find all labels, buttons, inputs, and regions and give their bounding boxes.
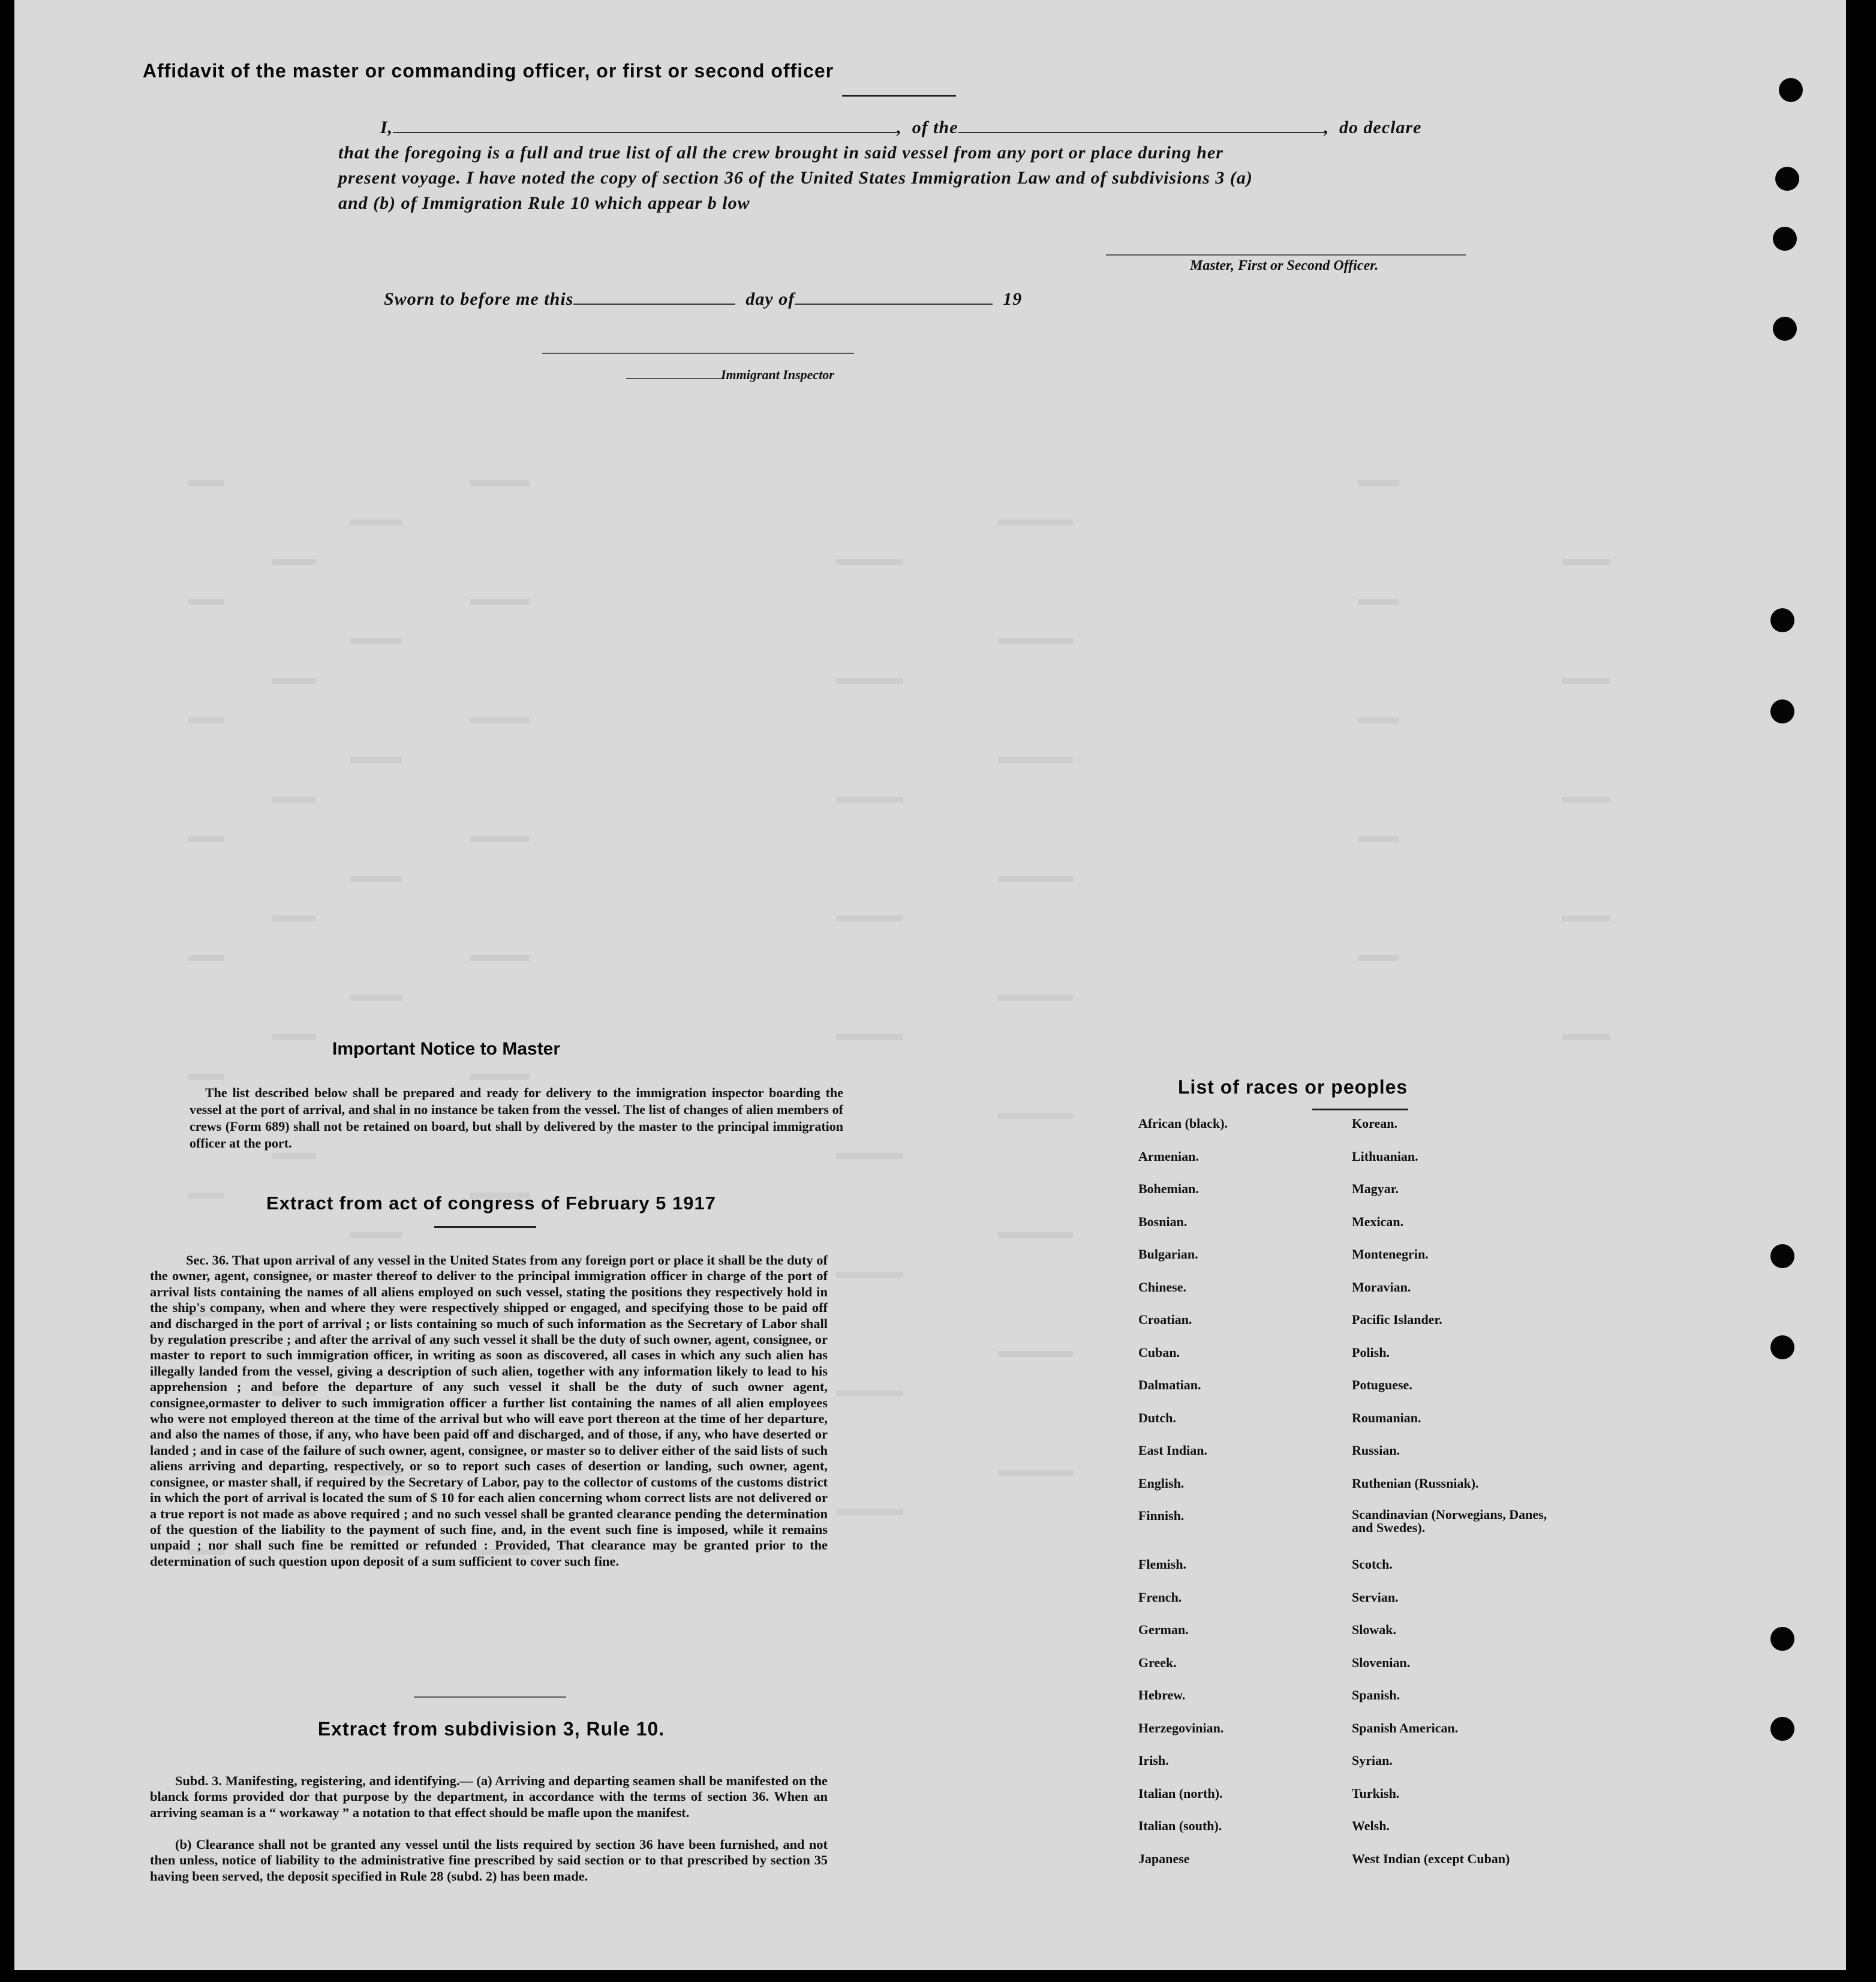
bleed-through-mark [836,1509,903,1515]
bleed-through-mark [272,559,316,565]
race-item: Pacific Islander. [1352,1312,1442,1327]
race-item: Italian (north). [1138,1785,1223,1801]
race-item: Polish. [1352,1344,1390,1360]
race-item: Montenegrin. [1352,1247,1429,1262]
race-item: Korean. [1352,1116,1397,1131]
year-prefix: 19 [1003,289,1023,309]
punch-hole [1770,1244,1794,1268]
bleed-through-mark [998,1470,1073,1476]
bleed-through-mark [350,876,402,882]
day-of-label: day of [745,289,795,309]
bleed-through-mark [836,1272,903,1278]
punch-hole [1770,608,1794,632]
bleed-through-mark [836,559,903,565]
bleed-through-mark [998,876,1073,882]
race-item: Chinese. [1138,1279,1187,1295]
race-item: Bulgarian. [1138,1247,1198,1262]
punch-hole [1770,1717,1794,1741]
bleed-through-mark [1358,955,1399,961]
race-item: Cuban. [1138,1344,1180,1360]
bleed-through-mark [1358,836,1399,842]
punch-hole [1773,317,1797,341]
race-item: Finnish. [1138,1508,1184,1523]
sworn-day-blank[interactable] [573,304,735,305]
race-item: Armenian. [1138,1148,1199,1164]
bleed-through-mark [836,1391,903,1397]
affidavit-line-4: and (b) of Immigration Rule 10 which appear b low [338,193,750,213]
bleed-through-mark [1562,915,1610,921]
inspector-signature-line-upper[interactable] [542,353,854,354]
races-heading: List of races or peoples [1178,1076,1408,1098]
inspector-caption: Immigrant Inspector [721,367,834,382]
race-item: Mexican. [1352,1214,1404,1229]
master-signature-line[interactable] [1106,254,1466,256]
race-item: German. [1138,1622,1189,1637]
race-item: African (black). [1138,1116,1228,1131]
bleed-through-mark [998,638,1073,644]
extract-act-text: Sec. 36. That upon arrival of any vessel in the United States from any foreign port or place it shall be the duty of the owner, agent, consignee, or master thereof to deliver to the principal immigration officer in charge of the port of arrival lists containing the names of all aliens employed on such vessel, stating the positions they respectively hold in the ship's company, when and where they were respectively shipped or engaged, and specifying those to be paid off and discharged in the port of arrival ; or lists containing so much of such information as the Secretary of Labor shall by regulation prescribe ; and after the arrival of any such vessel it shall be the duty of such owner, agent, consignee, or master to report to such immigration officer, in writing as soon as discovered, all cases in which any such alien has illegally landed from the vessel, giving a description of such alien, together with any information likely to lead to his apprehension ; and before the departure of any such vessel it shall be the duty of such owner agent, consignee,ormaster to deliver to such immigration officer a further list containing the names of all alien employees who were not employed thereon at the time of the arrival but who will eave port thereon at the time of her departure, and also the names of those, if any, who have been paid off and discharged, and of those, if any, who have deserted or landed ; and in case of the failure of such owner, agent, consignee, or master so to deliver either of the said lists of such aliens arriving and departing, respectively, or so to report such cases of desertion or landing, such owner, agent, consignee, or master shall, if required by the Secretary of Labor, pay to the collector of customs of the customs district in which the port of arrival is located the sum of $ 10 for each alien concerning whom correct lists are not delivered or a true report is not made as above required ; and no such vessel shall be granted clearance pending the determination of the question of the liability to the payment of such fine, and, in the event such fine is imposed, while it remains unpaid ; nor shall such fine be remitted or refunded : Provided, That clearance may be granted prior to the determination of such question upon deposit of a sum sufficient to cover such fine. [150,1253,828,1569]
race-item: Italian (south). [1138,1818,1222,1833]
bleed-through-mark [1358,717,1399,723]
punch-hole [1770,699,1794,723]
bleed-through-mark [998,519,1073,525]
bleed-through-mark [836,1034,903,1040]
race-item: West Indian (except Cuban) [1352,1851,1510,1866]
race-item: English. [1138,1475,1184,1491]
affidavit-i-label: I, [380,118,393,137]
punch-hole [1779,78,1803,102]
affidavit-line-3: present voyage. I have noted the copy of section 36 of the United States Immigration Law and of subdivisions 3 (a) [338,168,1253,188]
heading-underline [842,95,956,97]
race-item: Spanish. [1352,1687,1400,1702]
punch-hole [1770,1627,1794,1651]
race-item: Spanish American. [1352,1720,1459,1735]
race-item: Flemish. [1138,1557,1187,1572]
bleed-through-mark [1562,797,1610,803]
affidavit-declaration-line: I, , of the , do declare [380,118,1422,137]
bleed-through-mark [998,995,1073,1001]
extract-rule-para-b: (b) Clearance shall not be granted any vessel until the lists required by section 36 have been furnished, and not then unless, notice of liability to the administrative fine prescribed by said section or to that prescribed by section 35 having been served, the deposit specified in Rule 28 (subd. 2) has been made. [150,1837,828,1884]
race-item: Slovenian. [1352,1654,1411,1670]
bleed-through-mark [350,1232,402,1238]
race-item: Potuguese. [1352,1377,1412,1392]
notice-heading: Important Notice to Master [332,1039,561,1059]
race-item: Dutch. [1138,1410,1176,1425]
bleed-through-mark [470,717,530,723]
vessel-blank[interactable] [958,132,1324,133]
bleed-through-mark [470,480,530,486]
bleed-through-mark [998,1232,1073,1238]
bleed-through-mark [998,1351,1073,1357]
notice-text: The list described below shall be prepared and ready for delivery to the immigration inspector boarding the vessel at the port of arrival, and shal in no instance be taken from the vessel. The list of changes of alien members of crews (Form 689) shall not be retained on board, but shall by delivered by the master to the principal immigration officer at the port. [190,1085,843,1151]
bleed-through-mark [350,757,402,763]
race-item: Magyar. [1352,1181,1399,1196]
race-item: Dalmatian. [1138,1377,1201,1392]
bleed-through-mark [836,915,903,921]
extract-act-heading: Extract from act of congress of February 5 1917 [266,1193,716,1214]
race-item: Scandinavian (Norwegians, Danes, and Swedes). [1352,1507,1547,1535]
sworn-line [384,289,1022,310]
race-item: Turkish. [1352,1785,1400,1801]
bleed-through-mark [998,757,1073,763]
sworn-label: Sworn to before me this [384,289,574,309]
extract-rule-para-a: Subd. 3. Manifesting, registering, and identifying.— (a) Arriving and departing seamen shall be manifested on the blanck forms provided dor that purpose by the department, in accordance with the terms of section 36. When an arriving seaman is a “ workaway ” a notation to that effect should be mafle upon the manifest. [150,1773,828,1820]
bleed-through-mark [350,519,402,525]
bleed-through-mark [188,480,224,486]
bleed-through-mark [1562,1034,1610,1040]
bleed-through-mark [272,1034,316,1040]
affidavit-line-2: that the foregoing is a full and true list of all the crew brought in said vessel from any port or place during her [338,143,1223,163]
bleed-through-mark [470,1074,530,1080]
master-signature-caption: Master, First or Second Officer. [1190,258,1379,274]
race-item: Bosnian. [1138,1214,1187,1229]
bleed-through-mark [470,599,530,605]
affidavit-heading: Affidavit of the master or commanding officer, or first or second officer [142,60,834,82]
bleed-through-mark [188,836,224,842]
race-item: Moravian. [1352,1279,1411,1295]
race-item: Scotch. [1352,1557,1393,1572]
race-item: French. [1138,1589,1182,1605]
races-underline [1312,1109,1408,1110]
bleed-through-mark [470,836,530,842]
bleed-through-mark [836,797,903,803]
inspector-signature-line-lower [626,378,722,379]
bleed-through-mark [1358,480,1399,486]
races-left-column [1138,1116,1228,1884]
race-item: Japanese [1138,1851,1190,1866]
sworn-month-blank[interactable] [795,304,993,305]
separator-rule [414,1696,566,1698]
bleed-through-mark [350,995,402,1001]
bleed-through-mark [1562,678,1610,684]
race-item: Russian. [1352,1443,1400,1458]
bleed-through-mark [836,1153,903,1159]
extract-rule-heading: Extract from subdivision 3, Rule 10. [317,1718,665,1740]
punch-hole [1773,227,1797,251]
document-page [14,0,1846,1970]
bleed-through-mark [188,1074,224,1080]
bleed-through-mark [836,678,903,684]
bleed-through-mark [188,955,224,961]
affidavit-do-declare-label: do declare [1339,118,1422,137]
race-item: Irish. [1138,1753,1169,1768]
bleed-through-mark [188,599,224,605]
punch-hole [1775,167,1799,191]
race-item: Welsh. [1352,1818,1390,1833]
name-blank[interactable] [393,132,897,133]
affidavit-of-the-label: of the [912,118,958,137]
bleed-through-mark [272,1153,316,1159]
bleed-through-mark [470,955,530,961]
race-item: Herzegovinian. [1138,1720,1224,1735]
race-item: Bohemian. [1138,1181,1199,1196]
races-right-column [1352,1116,1550,1884]
bleed-through-mark [188,717,224,723]
bleed-through-mark [350,638,402,644]
race-item: Roumanian. [1352,1410,1421,1425]
bleed-through-mark [272,678,316,684]
bleed-through-mark [272,915,316,921]
race-item: Servian. [1352,1589,1399,1605]
extract-act-underline [434,1226,536,1228]
race-item: East Indian. [1138,1443,1207,1458]
bleed-through-mark [272,797,316,803]
race-item: Ruthenian (Russniak). [1352,1475,1479,1491]
punch-hole [1770,1335,1794,1359]
race-item: Greek. [1138,1654,1177,1670]
bleed-through-mark [1358,599,1399,605]
race-item: Slowak. [1352,1622,1396,1637]
race-item: Syrian. [1352,1753,1393,1768]
race-item: Croatian. [1138,1312,1192,1327]
bleed-through-mark [1562,559,1610,565]
bleed-through-mark [998,1113,1073,1119]
race-item: Lithuanian. [1352,1148,1418,1164]
race-item: Hebrew. [1138,1687,1186,1702]
